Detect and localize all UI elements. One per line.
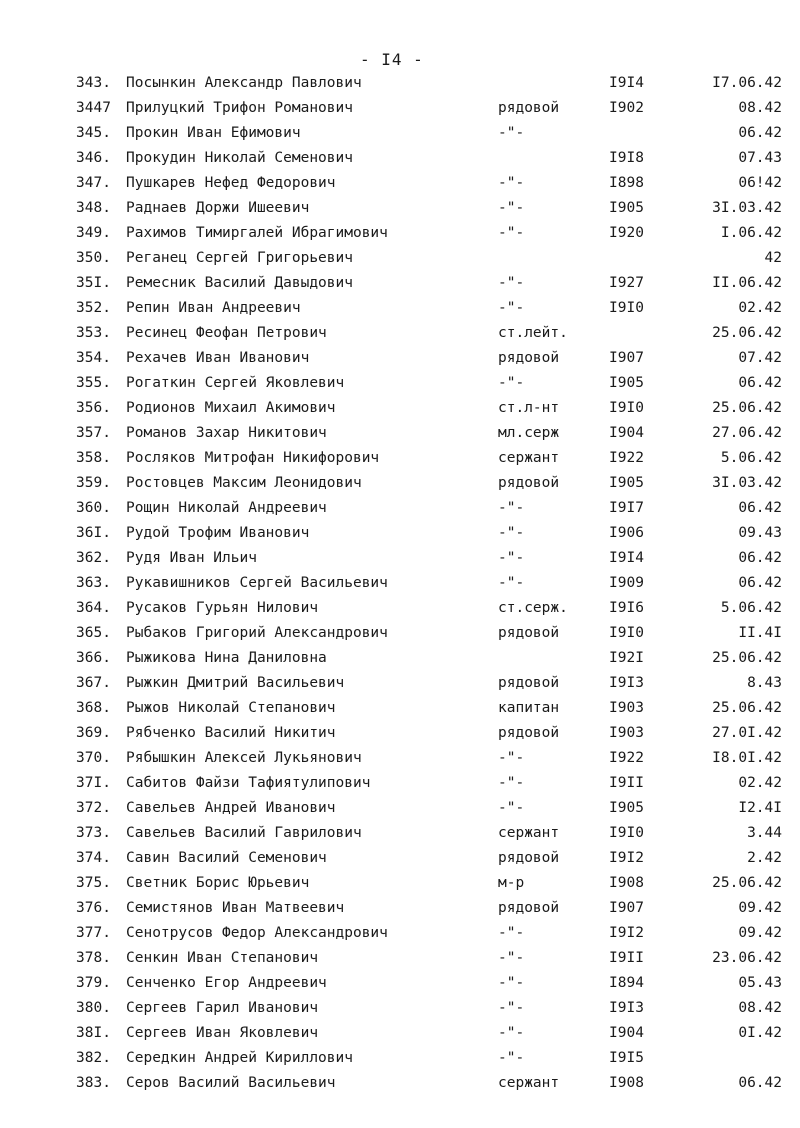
record-number: 377. [76,925,111,941]
person-name: Сергеев Иван Яковлевич [126,1025,319,1041]
military-rank: -"- [498,925,525,941]
list-item [0,171,800,196]
list-item [0,871,800,896]
military-rank: мл.серж [498,425,560,441]
record-date: 3I.03.42 [712,200,782,216]
record-number: 364. [76,600,111,616]
list-item [0,1021,800,1046]
record-date: 06.42 [738,125,782,141]
list-item [0,346,800,371]
birth-year: I9I0 [609,300,644,316]
military-rank: ст.лейт. [498,325,568,341]
record-number: 378. [76,950,111,966]
record-number: 354. [76,350,111,366]
record-date: I.06.42 [720,225,782,241]
military-rank: -"- [498,575,525,591]
person-name: Рудой Трофим Иванович [126,525,310,541]
birth-year: I906 [609,525,644,541]
person-name: Реганец Сергей Григорьевич [126,250,353,266]
record-number: 376. [76,900,111,916]
list-item [0,796,800,821]
person-name: Русаков Гурьян Нилович [126,600,319,616]
record-number: 369. [76,725,111,741]
person-name: Репин Иван Андреевич [126,300,301,316]
list-item [0,696,800,721]
birth-year: I898 [609,175,644,191]
person-name: Савельев Василий Гаврилович [126,825,362,841]
person-name: Ресинец Феофан Петрович [126,325,327,341]
list-item [0,571,800,596]
list-item [0,771,800,796]
birth-year: I903 [609,725,644,741]
birth-year: I9I3 [609,1000,644,1016]
list-item [0,846,800,871]
birth-year: I903 [609,700,644,716]
person-name: Рудя Иван Ильич [126,550,257,566]
record-date: 02.42 [738,775,782,791]
list-item [0,371,800,396]
record-number: 366. [76,650,111,666]
birth-year: I9I2 [609,850,644,866]
military-rank: сержант [498,825,560,841]
military-rank: рядовой [498,850,560,866]
birth-year: I9I0 [609,625,644,641]
record-number: 3447 [76,100,111,116]
person-name: Сабитов Файзи Тафиятулипович [126,775,371,791]
military-rank: сержант [498,1075,560,1091]
military-rank: рядовой [498,725,560,741]
person-name: Сенченко Егор Андреевич [126,975,327,991]
record-date: 0I.42 [738,1025,782,1041]
record-date: 07.43 [738,150,782,166]
record-date: 08.42 [738,100,782,116]
record-date: 5.06.42 [720,450,782,466]
birth-year: I907 [609,350,644,366]
record-date: 27.0I.42 [712,725,782,741]
record-date: 06.42 [738,500,782,516]
birth-year: I9I5 [609,1050,644,1066]
person-name: Романов Захар Никитович [126,425,327,441]
record-date: 5.06.42 [720,600,782,616]
record-number: 379. [76,975,111,991]
record-number: 347. [76,175,111,191]
list-item [0,296,800,321]
list-item [0,221,800,246]
military-rank: -"- [498,200,525,216]
person-name: Сенотрусов Федор Александрович [126,925,388,941]
person-name: Рощин Николай Андреевич [126,500,327,516]
list-item [0,546,800,571]
birth-year: I92I [609,650,644,666]
military-rank: -"- [498,525,525,541]
record-date: 07.42 [738,350,782,366]
list-item [0,421,800,446]
birth-year: I894 [609,975,644,991]
record-date: 06!42 [738,175,782,191]
person-name: Рыбаков Григорий Александрович [126,625,388,641]
birth-year: I9I4 [609,550,644,566]
record-number: 368. [76,700,111,716]
person-name: Сергеев Гарил Иванович [126,1000,319,1016]
person-name: Савин Василий Семенович [126,850,327,866]
list-item [0,496,800,521]
list-item [0,246,800,271]
birth-year: I9I2 [609,925,644,941]
military-rank: -"- [498,950,525,966]
list-item [0,1071,800,1096]
military-rank: рядовой [498,900,560,916]
record-number: 345. [76,125,111,141]
record-date: 06.42 [738,375,782,391]
record-number: 370. [76,750,111,766]
birth-year: I9I0 [609,825,644,841]
record-date: II.06.42 [712,275,782,291]
military-rank: ст.серж. [498,600,568,616]
birth-year: I9II [609,775,644,791]
list-item [0,746,800,771]
record-date: I7.06.42 [712,75,782,91]
person-name: Сенкин Иван Степанович [126,950,319,966]
record-date: 09.42 [738,925,782,941]
military-rank: рядовой [498,350,560,366]
record-date: 25.06.42 [712,875,782,891]
birth-year: I904 [609,1025,644,1041]
birth-year: I9I8 [609,150,644,166]
military-rank: рядовой [498,475,560,491]
list-item [0,971,800,996]
birth-year: I9I7 [609,500,644,516]
record-date: I8.0I.42 [712,750,782,766]
birth-year: I927 [609,275,644,291]
military-rank: -"- [498,375,525,391]
list-item [0,946,800,971]
person-name: Раднаев Доржи Ишеевич [126,200,310,216]
list-item [0,271,800,296]
military-rank: -"- [498,550,525,566]
record-date: 23.06.42 [712,950,782,966]
list-item [0,321,800,346]
record-number: 358. [76,450,111,466]
birth-year: I907 [609,900,644,916]
record-date: 8.43 [747,675,782,691]
birth-year: I908 [609,1075,644,1091]
list-item [0,96,800,121]
military-rank: -"- [498,500,525,516]
record-number: 374. [76,850,111,866]
person-name: Ростовцев Максим Леонидович [126,475,362,491]
military-rank: -"- [498,750,525,766]
military-rank: рядовой [498,100,560,116]
birth-year: I908 [609,875,644,891]
list-item [0,471,800,496]
birth-year: I9I3 [609,675,644,691]
person-name: Рябышкин Алексей Лукьянович [126,750,362,766]
record-number: 382. [76,1050,111,1066]
birth-year: I922 [609,450,644,466]
record-number: 36I. [76,525,111,541]
military-rank: -"- [498,175,525,191]
birth-year: I9I4 [609,75,644,91]
person-name: Посынкин Александр Павлович [126,75,362,91]
birth-year: I905 [609,475,644,491]
military-rank: рядовой [498,625,560,641]
person-name: Рыжов Николай Степанович [126,700,336,716]
record-date: 06.42 [738,1075,782,1091]
record-date: 25.06.42 [712,650,782,666]
record-date: 25.06.42 [712,700,782,716]
record-number: 348. [76,200,111,216]
record-number: 380. [76,1000,111,1016]
list-item [0,71,800,96]
person-name: Семистянов Иван Матвеевич [126,900,345,916]
military-rank: -"- [498,1000,525,1016]
birth-year: I905 [609,200,644,216]
list-item [0,396,800,421]
person-name: Светник Борис Юрьевич [126,875,310,891]
birth-year: I9I0 [609,400,644,416]
birth-year: I909 [609,575,644,591]
record-number: 360. [76,500,111,516]
person-name: Рогаткин Сергей Яковлевич [126,375,345,391]
record-date: 06.42 [738,575,782,591]
birth-year: I9I6 [609,600,644,616]
list-item [0,821,800,846]
record-date: 3I.03.42 [712,475,782,491]
list-item [0,446,800,471]
records-list [0,71,800,1096]
person-name: Савельев Андрей Иванович [126,800,336,816]
birth-year: I9II [609,950,644,966]
person-name: Росляков Митрофан Никифорович [126,450,380,466]
military-rank: -"- [498,975,525,991]
record-date: 05.43 [738,975,782,991]
birth-year: I904 [609,425,644,441]
military-rank: -"- [498,1025,525,1041]
list-item [0,196,800,221]
record-number: 38I. [76,1025,111,1041]
page-number: - I4 - [360,50,424,69]
person-name: Серов Василий Васильевич [126,1075,336,1091]
military-rank: -"- [498,800,525,816]
record-date: 3.44 [747,825,782,841]
birth-year: I920 [609,225,644,241]
record-date: 42 [764,250,782,266]
list-item [0,521,800,546]
person-name: Рукавишников Сергей Васильевич [126,575,388,591]
record-number: 350. [76,250,111,266]
person-name: Прокудин Николай Семенович [126,150,353,166]
record-number: 367. [76,675,111,691]
person-name: Рехачев Иван Иванович [126,350,310,366]
person-name: Прилуцкий Трифон Романович [126,100,353,116]
military-rank: рядовой [498,675,560,691]
list-item [0,1046,800,1071]
list-item [0,921,800,946]
record-number: 383. [76,1075,111,1091]
military-rank: -"- [498,275,525,291]
record-number: 372. [76,800,111,816]
military-rank: -"- [498,300,525,316]
record-number: 362. [76,550,111,566]
military-rank: м-р [498,875,525,891]
record-number: 343. [76,75,111,91]
record-number: 359. [76,475,111,491]
birth-year: I902 [609,100,644,116]
record-date: 06.42 [738,550,782,566]
record-number: 373. [76,825,111,841]
person-name: Прокин Иван Ефимович [126,125,301,141]
record-date: I2.4I [738,800,782,816]
birth-year: I905 [609,800,644,816]
person-name: Родионов Михаил Акимович [126,400,336,416]
record-number: 363. [76,575,111,591]
record-date: 09.42 [738,900,782,916]
military-rank: сержант [498,450,560,466]
record-number: 346. [76,150,111,166]
list-item [0,996,800,1021]
record-number: 365. [76,625,111,641]
list-item [0,896,800,921]
record-number: 37I. [76,775,111,791]
list-item [0,721,800,746]
record-date: 08.42 [738,1000,782,1016]
list-item [0,121,800,146]
record-date: 25.06.42 [712,325,782,341]
military-rank: капитан [498,700,560,716]
record-number: 352. [76,300,111,316]
record-number: 353. [76,325,111,341]
birth-year: I922 [609,750,644,766]
record-date: II.4I [738,625,782,641]
record-number: 35I. [76,275,111,291]
record-date: 02.42 [738,300,782,316]
record-date: 09.43 [738,525,782,541]
person-name: Рябченко Василий Никитич [126,725,336,741]
person-name: Пушкарев Нефед Федорович [126,175,336,191]
person-name: Рахимов Тимиргалей Ибрагимович [126,225,388,241]
record-number: 349. [76,225,111,241]
military-rank: ст.л-нт [498,400,560,416]
record-date: 27.06.42 [712,425,782,441]
record-date: 2.42 [747,850,782,866]
military-rank: -"- [498,1050,525,1066]
military-rank: -"- [498,225,525,241]
record-number: 355. [76,375,111,391]
list-item [0,146,800,171]
person-name: Рыжкин Дмитрий Васильевич [126,675,345,691]
list-item [0,646,800,671]
record-date: 25.06.42 [712,400,782,416]
record-number: 375. [76,875,111,891]
birth-year: I905 [609,375,644,391]
person-name: Рыжикова Нина Даниловна [126,650,327,666]
person-name: Ремесник Василий Давыдович [126,275,353,291]
list-item [0,596,800,621]
list-item [0,671,800,696]
person-name: Середкин Андрей Кириллович [126,1050,353,1066]
military-rank: -"- [498,775,525,791]
record-number: 356. [76,400,111,416]
list-item [0,621,800,646]
record-number: 357. [76,425,111,441]
military-rank: -"- [498,125,525,141]
